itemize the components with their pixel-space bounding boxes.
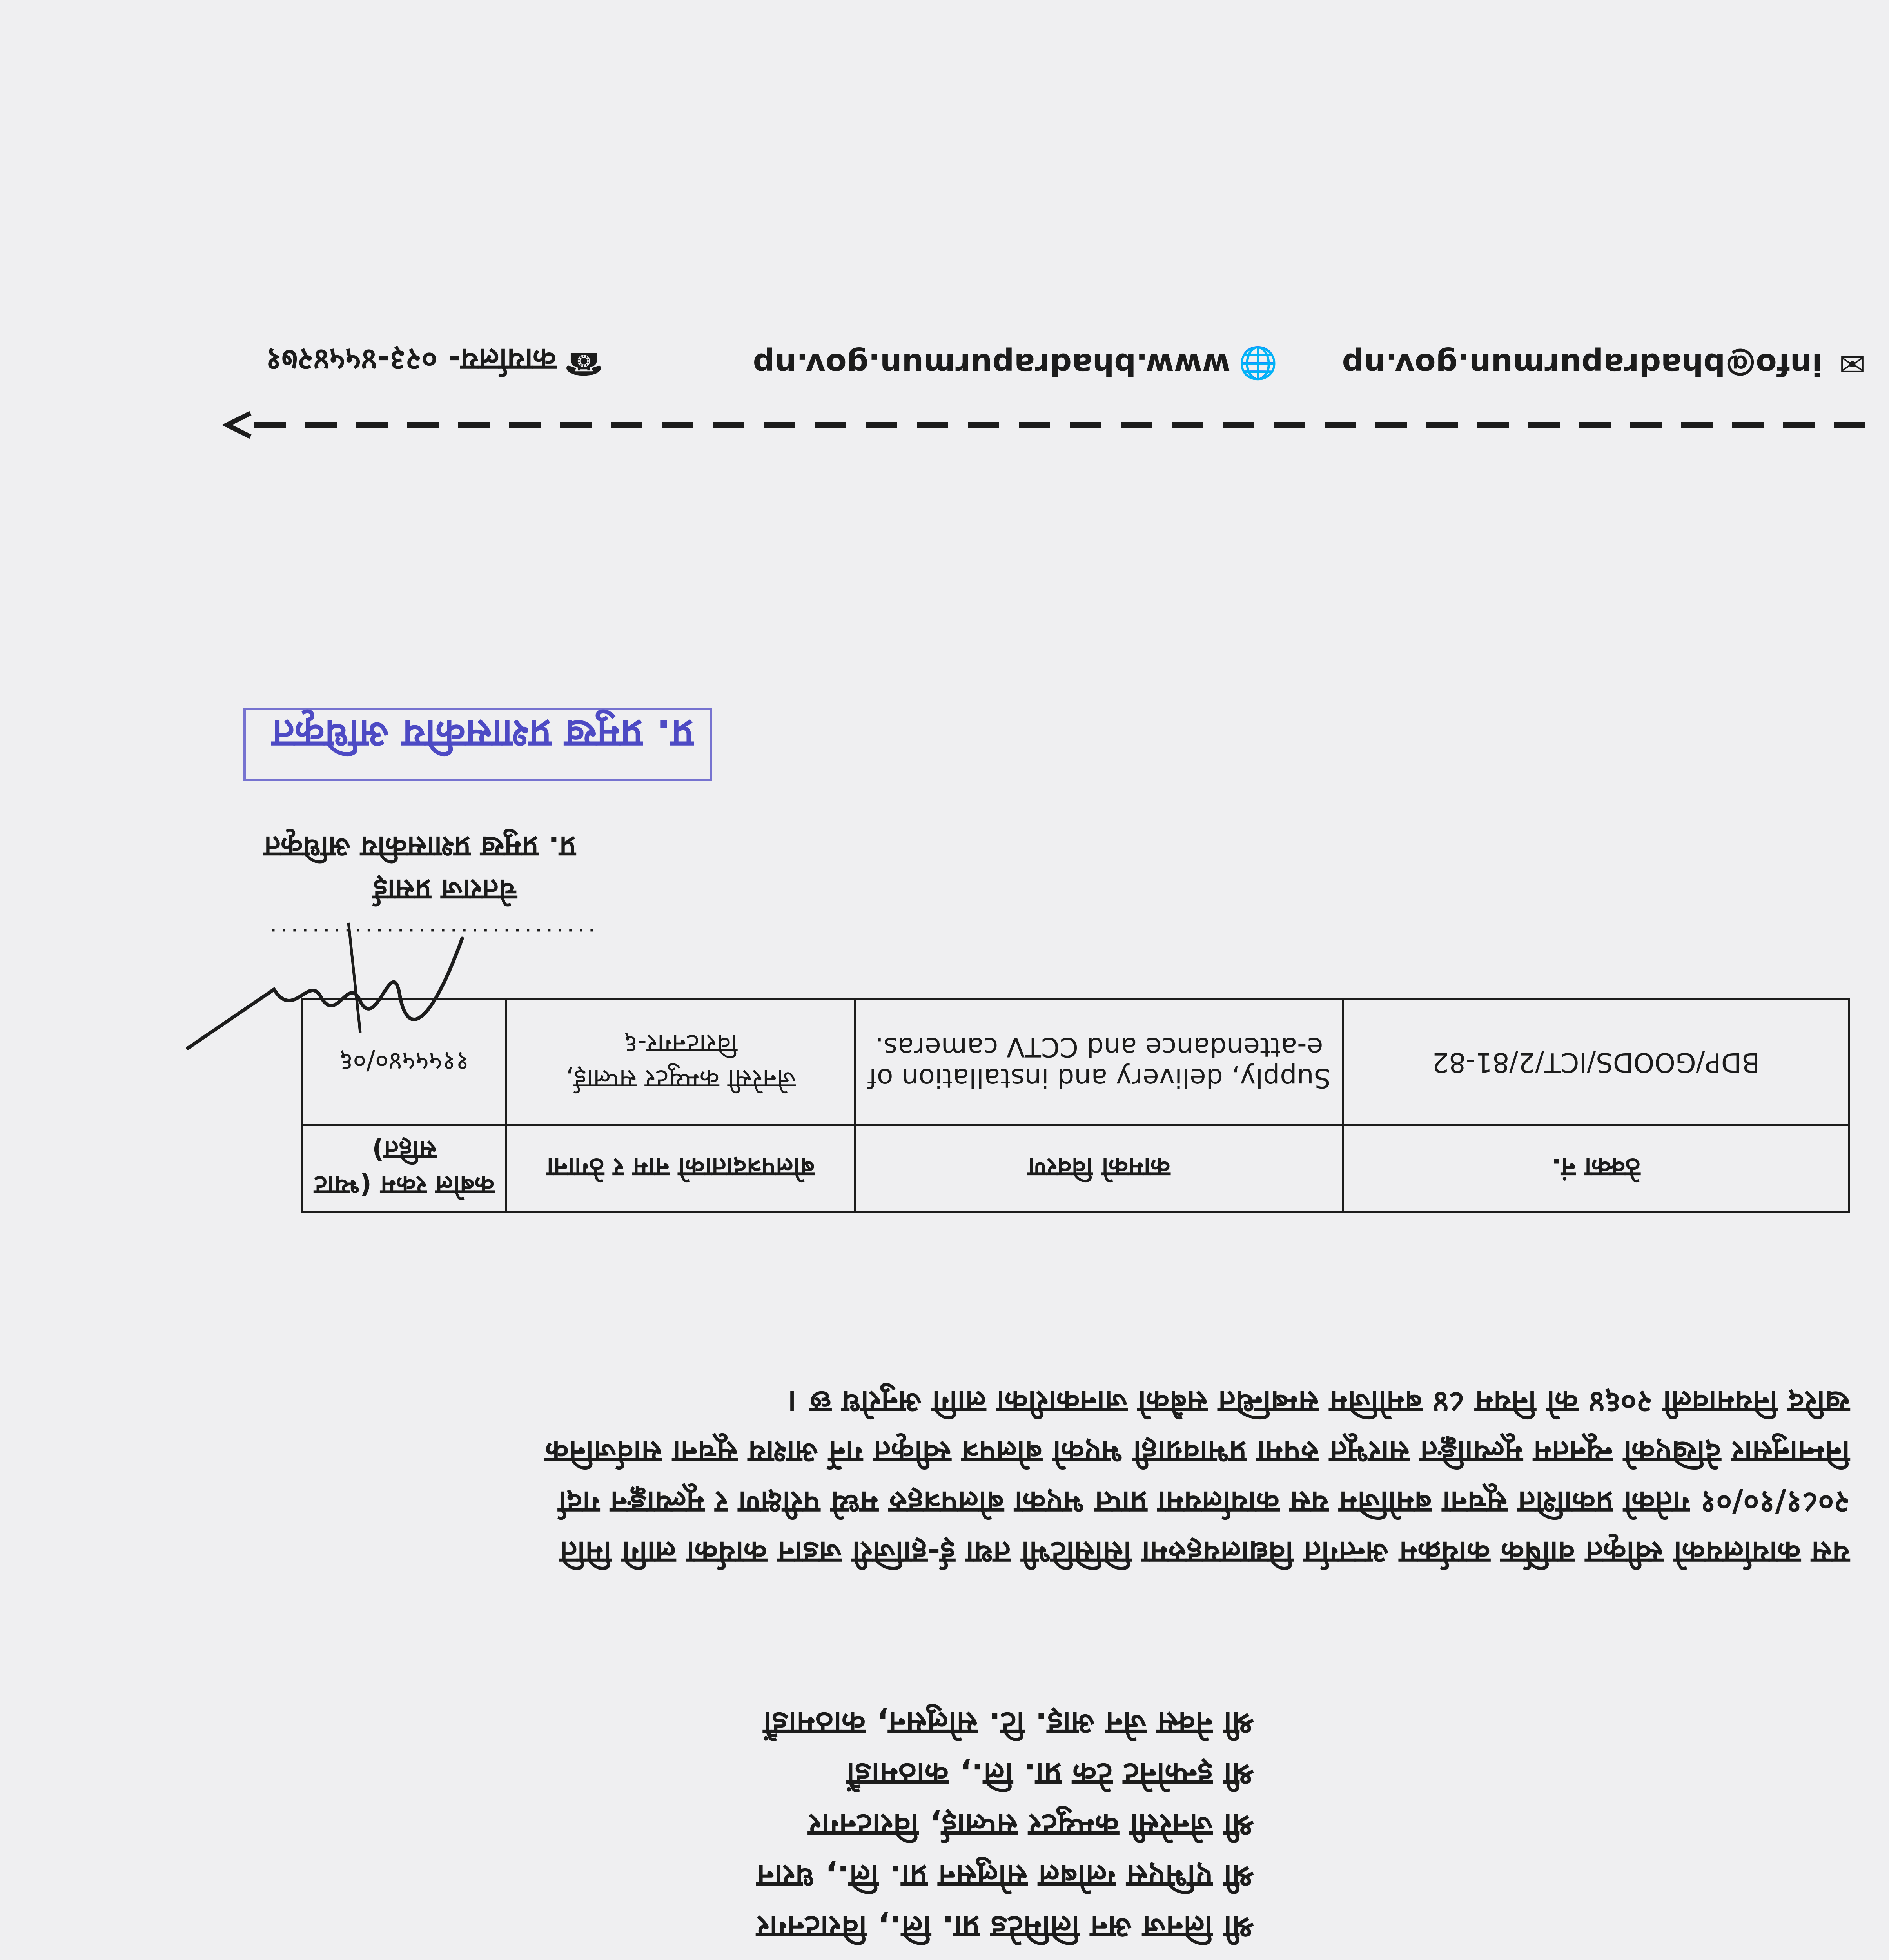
table-header: कामको विवरण [855, 1125, 1343, 1212]
footer-phone: कार्यालय- ०२३-४५५४२७१ [265, 342, 556, 377]
bidder-name: जेनरेसी कम्प्युटर सप्लाई, विराटनगर-६ [506, 1000, 855, 1125]
globe-icon: 🌐 [1238, 345, 1277, 382]
contract-number: BDP/GOODS/ICT/2/81-82 [1343, 1000, 1849, 1125]
body-line-2: २०८१/१०/०१ गतेको प्रकाशित सूचना बमोजिम यस कार्यालयमा प्राप्त भएका बोलपत्रहरु मध्ये परीक्षण र मूल्याङ्कन गर्दा [558, 1485, 1850, 1520]
award-table [301, 998, 1850, 1213]
body-line-4: खरिद नियमावली २०६४ को नियम ८४ बमोजिम सम्बन्धित सबैको जानकारीका लागि अनुरोध छ । [788, 1384, 1850, 1419]
footer-website: www.bhadrapurmun.gov.np [753, 347, 1230, 382]
official-stamp-text: प्र. प्रमुख प्रशासकीय अधिकृत [272, 711, 693, 757]
addressee-4: श्री इन्फोनेट टेक प्रा. लि., काठमाडौं [846, 1756, 1254, 1793]
table-header-row [303, 1125, 1849, 1212]
table-header: कबोल रकम (भ्याट सहित) [303, 1125, 506, 1212]
table-header: ठेक्का नं. [1343, 1125, 1849, 1212]
table-row [303, 1000, 1849, 1125]
addressee-5: श्री नेक्स जेन आइ. टि. सोलुसन, काठमाडौं [763, 1705, 1254, 1742]
addressee-1: श्री लिनज अन लिमिटेड प्रा. लि., विराटनगर [757, 1909, 1254, 1945]
signatory-title: प्र. प्रमुख प्रशासकीय अधिकृत [264, 830, 576, 864]
body-line-1: यस कार्यालयको स्वीकृत वार्षिक कार्यक्रम अन्तर्गत विद्यालयहरुमा सिसिटिभी तथा ई-हाजिरी जडान कार्यका लागि मिति [560, 1535, 1850, 1570]
footer-dashed-arrow-line [0, 405, 1889, 445]
work-description: Supply, delivery and installation of e-attendance and CCTV cameras. [855, 1000, 1343, 1125]
signature-line: ............................... [266, 923, 595, 950]
envelope-icon: ✉ [1839, 345, 1865, 382]
addressee-3: श्री जेनरेसी कम्प्युटर सप्लाई, विराटनगर [808, 1807, 1254, 1844]
telephone-icon: ☎ [564, 345, 603, 382]
bid-amount: ११५५५४०/०६ [303, 1000, 506, 1125]
table-header: बोलपत्रदाताको नाम र ठेगाना [506, 1125, 855, 1212]
footer-email: info@bhadrapurmun.gov.np [1342, 347, 1822, 382]
addressee-2: श्री एभिएस ग्लोबल सोलुसन प्रा. लि., धरान [757, 1858, 1254, 1895]
body-line-3: निम्नानुसार देखिएको न्यूनतम मूल्याङ्कित सारभूत रुपमा प्रभावग्राही भएको बोलपत्र स्वीकृत गर्ने आशय सूचना सार्वजनिक [545, 1434, 1850, 1470]
signatory-name: चेतराज प्रसाई [373, 873, 517, 907]
